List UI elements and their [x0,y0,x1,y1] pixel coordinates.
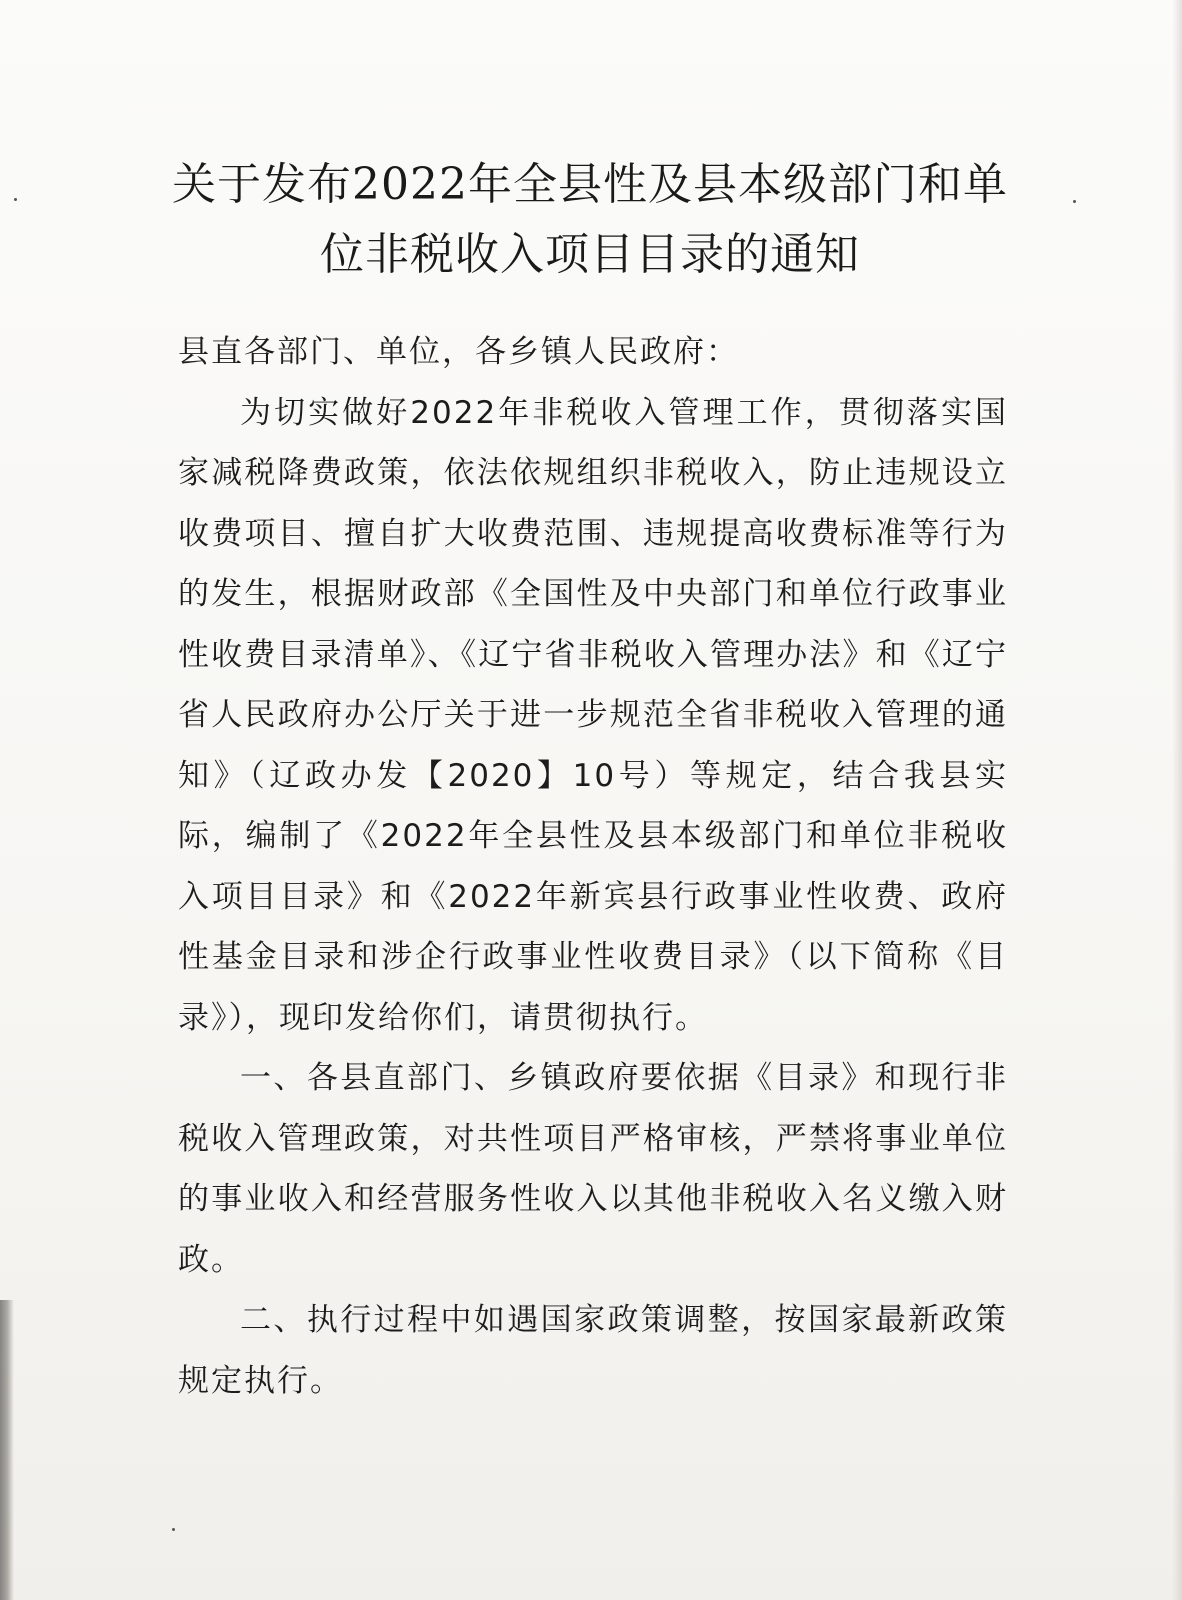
title-line-1: 关于发布2022年全县性及县本级部门和单 [172,159,1008,210]
document-title [150,150,1030,290]
paper-speck [1073,200,1076,203]
paper-speck [172,1528,175,1531]
page-edge-shade [1172,0,1182,1600]
salutation: 县直各部门、单位，各乡镇人民政府： [178,334,739,370]
paragraph-item-2: 二、执行过程中如遇国家政策调整，按国家最新政策规定执行。 [178,1302,1008,1399]
paper-speck [14,198,17,201]
page-edge-shadow [0,1300,14,1600]
paragraph-item-1: 一、各县直部门、乡镇政府要依据《目录》和现行非税收入管理政策，对共性项目严格审核，严禁将事业单位的事业收入和经营服务性收入以其他非税收入名义缴入财政。 [178,1060,1008,1278]
paragraph-intro: 为切实做好2022年非税收入管理工作，贯彻落实国家减税降费政策，依法依规组织非税收入，防止违规设立收费项目、擅自扩大收费范围、违规提高收费标准等行为的发生，根据财政部《全国性及中央部门和单位行政事业性收费目录清单》、《辽宁省非税收入管理办法》和《辽宁省人民政府办公厅关于进一步规范全省非税收入管理的通知》（辽政办发【2020】10号）等规定，结合我县实际，编制了《2022年全县性及县本级部门和单位非税收入项目目录》和《2022年新宾县行政事业性收费、政府性基金目录和涉企行政事业性收费目录》（以下简称《目录》），现印发给你们，请贯彻执行。 [178,394,1008,1036]
title-line-2: 位非税收入项目目录的通知 [320,229,860,280]
document-body [178,322,1008,1411]
